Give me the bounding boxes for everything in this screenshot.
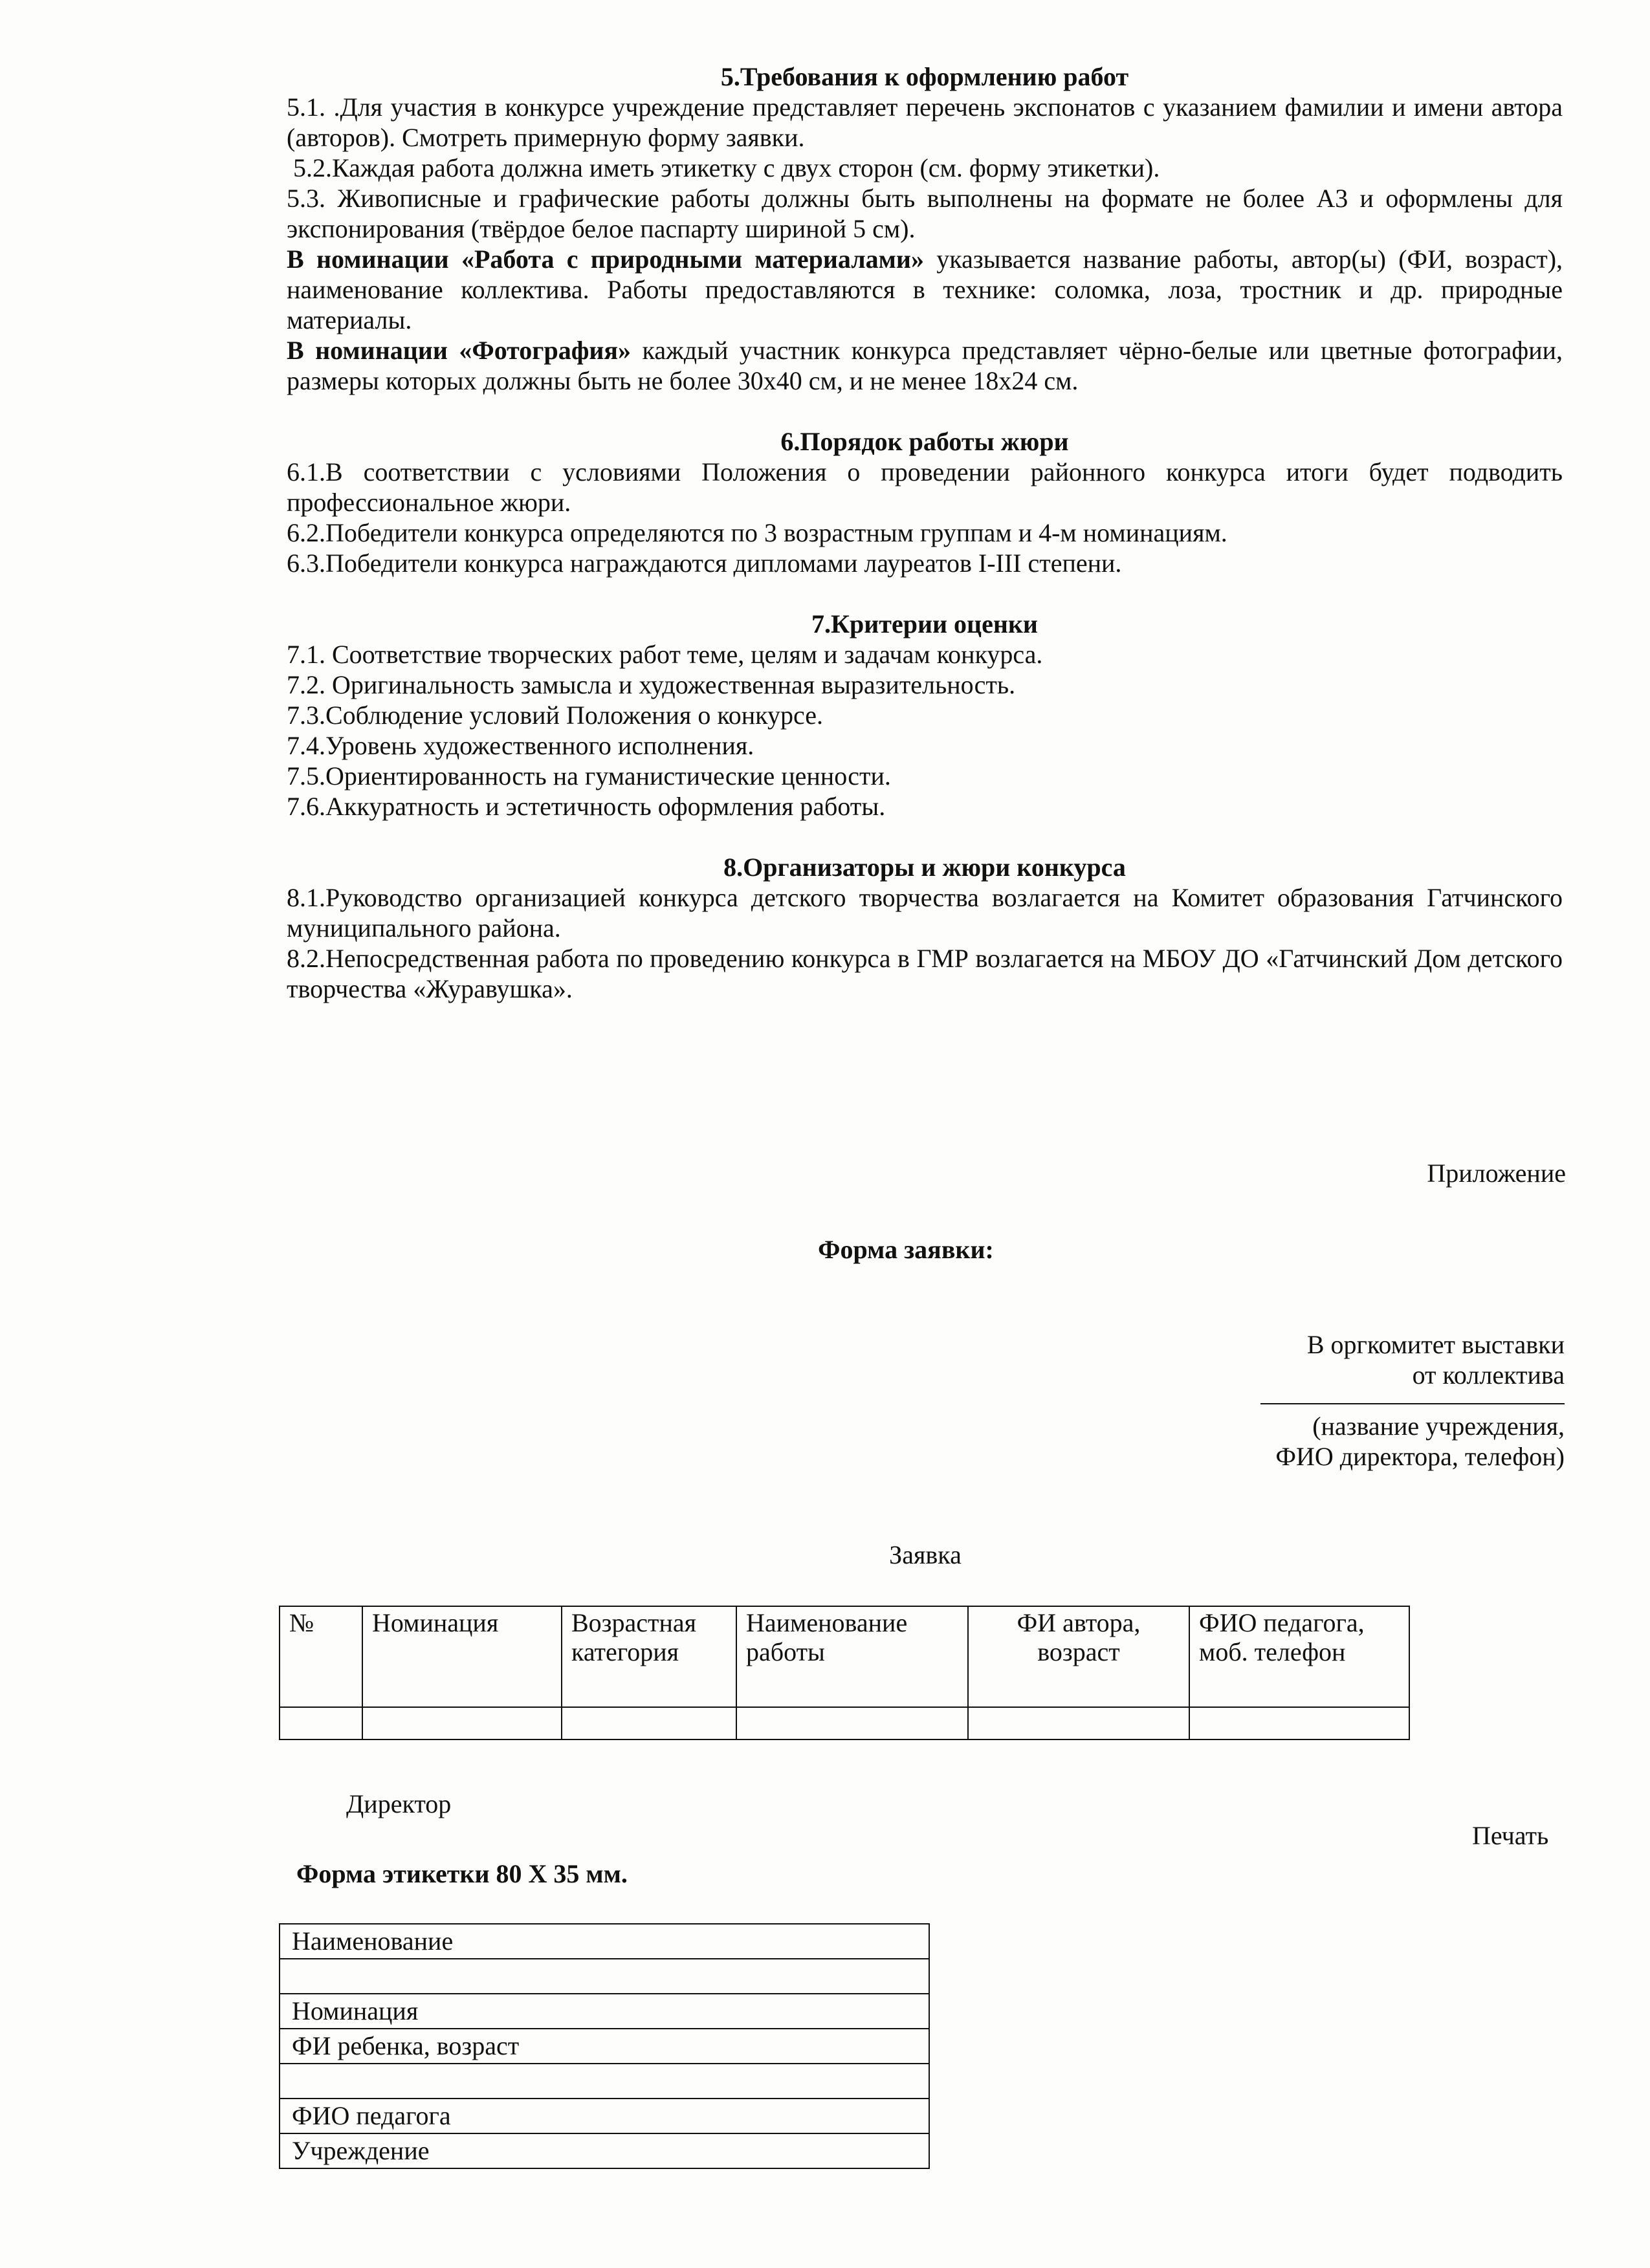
director-label: Директор: [346, 1789, 452, 1818]
address-line-2: от коллектива: [1412, 1360, 1565, 1390]
header-teacher: ФИО педагога, моб. телефон: [1189, 1606, 1409, 1707]
header-nomination: Номинация: [362, 1606, 562, 1707]
paragraph-5-2: 5.2.Каждая работа должна иметь этикетку с двух сторон (см. форму этикетки).: [293, 153, 1160, 182]
section-8-title: 8.Организаторы и жюри конкурса: [723, 853, 1126, 882]
address-line-4: ФИО директора, телефон): [1275, 1442, 1565, 1471]
stamp-label: Печать: [1472, 1821, 1549, 1850]
zayavka-title: Заявка: [889, 1540, 962, 1569]
paragraph-6-2: 6.2.Победители конкурса определяются по 3 возрастным группам и 4-м номинациям.: [287, 518, 1227, 547]
table-row: ФИ ребенка, возраст: [280, 2029, 929, 2064]
nomination-photo-text: каждый участник конкурса представляет чёрно-белые или цветные фотографии, размеры которых должны быть не более 30х40 см, и не менее 18х24 см.: [287, 336, 1563, 395]
nomination-natural-bold: В номинации «Работа с природными материалами»: [287, 245, 924, 274]
address-block: [1100, 1329, 1565, 1472]
table-row: Наименование: [280, 1924, 929, 1959]
table-row: [280, 2064, 929, 2099]
table-row: Номинация: [280, 1994, 929, 2029]
section-6-title: 6.Порядок работы жюри: [780, 427, 1069, 456]
header-author: ФИ автора, возраст: [968, 1606, 1189, 1707]
label-form-title: Форма этикетки 80 Х 35 мм.: [296, 1859, 628, 1888]
table-row: [280, 1707, 1409, 1739]
criteria-item: 7.2. Оригинальность замысла и художественная выразительность.: [287, 670, 1016, 699]
section-5-title: 5.Требования к оформлению работ: [720, 62, 1129, 91]
nomination-photo-bold: В номинации «Фотография»: [287, 336, 632, 365]
paragraph-5-3: 5.3. Живописные и графические работы должны быть выполнены на формате не более А3 и оформлены для экспонирования (твёрдое белое паспарту шириной 5 см).: [287, 184, 1563, 243]
application-table: [279, 1606, 1410, 1740]
form-title: Форма заявки:: [818, 1235, 994, 1264]
appendix-label: Приложение: [1427, 1159, 1566, 1188]
table-row: ФИО педагога: [280, 2099, 929, 2133]
paragraph-natural-materials: [287, 244, 1563, 335]
label-table: [279, 1923, 930, 2169]
table-header-row: [280, 1606, 1409, 1707]
criteria-item: 7.6.Аккуратность и эстетичность оформления работы.: [287, 792, 886, 821]
header-number: №: [280, 1606, 362, 1707]
document-body: [287, 61, 1563, 1004]
paragraph-6-3: 6.3.Победители конкурса награждаются дипломами лауреатов I-III степени.: [287, 549, 1122, 578]
criteria-item: 7.3.Соблюдение условий Положения о конкурсе.: [287, 701, 824, 730]
address-blank-line: [1260, 1390, 1565, 1404]
table-row: [280, 1959, 929, 1994]
header-work-name: Наименование работы: [736, 1606, 968, 1707]
paragraph-8-2: 8.2.Непосредственная работа по проведению конкурса в ГМР возлагается на МБОУ ДО «Гатчинский Дом детского творчества «Журавушка».: [287, 944, 1563, 1003]
criteria-item: 7.5.Ориентированность на гуманистические ценности.: [287, 761, 891, 791]
paragraph-5-1: 5.1. .Для участия в конкурсе учреждение представляет перечень экспонатов с указанием фамилии и имени автора (авторов). Смотреть примерную форму заявки.: [287, 93, 1563, 152]
criteria-item: 7.1. Соответствие творческих работ теме, целям и задачам конкурса.: [287, 640, 1043, 669]
header-age-category: Возрастная категория: [562, 1606, 736, 1707]
nomination-natural-text: указывается название работы, автор(ы) (ФИ, возраст), наименование коллектива. Работы предоставляются в технике: соломка, лоза, тростник и др. природные материалы.: [287, 245, 1563, 334]
criteria-item: 7.4.Уровень художественного исполнения.: [287, 731, 754, 760]
table-row: Учреждение: [280, 2133, 929, 2168]
paragraph-photo: [287, 335, 1563, 396]
paragraph-8-1: 8.1.Руководство организацией конкурса детского творчества возлагается на Комитет образования Гатчинского муниципального района.: [287, 883, 1563, 943]
address-line-3: (название учреждения,: [1312, 1412, 1565, 1441]
paragraph-6-1: 6.1.В соответствии с условиями Положения о проведении районного конкурса итоги будет подводить профессиональное жюри.: [287, 457, 1563, 517]
section-7-title: 7.Критерии оценки: [811, 609, 1038, 638]
address-line-1: В оргкомитет выставки: [1306, 1330, 1565, 1359]
